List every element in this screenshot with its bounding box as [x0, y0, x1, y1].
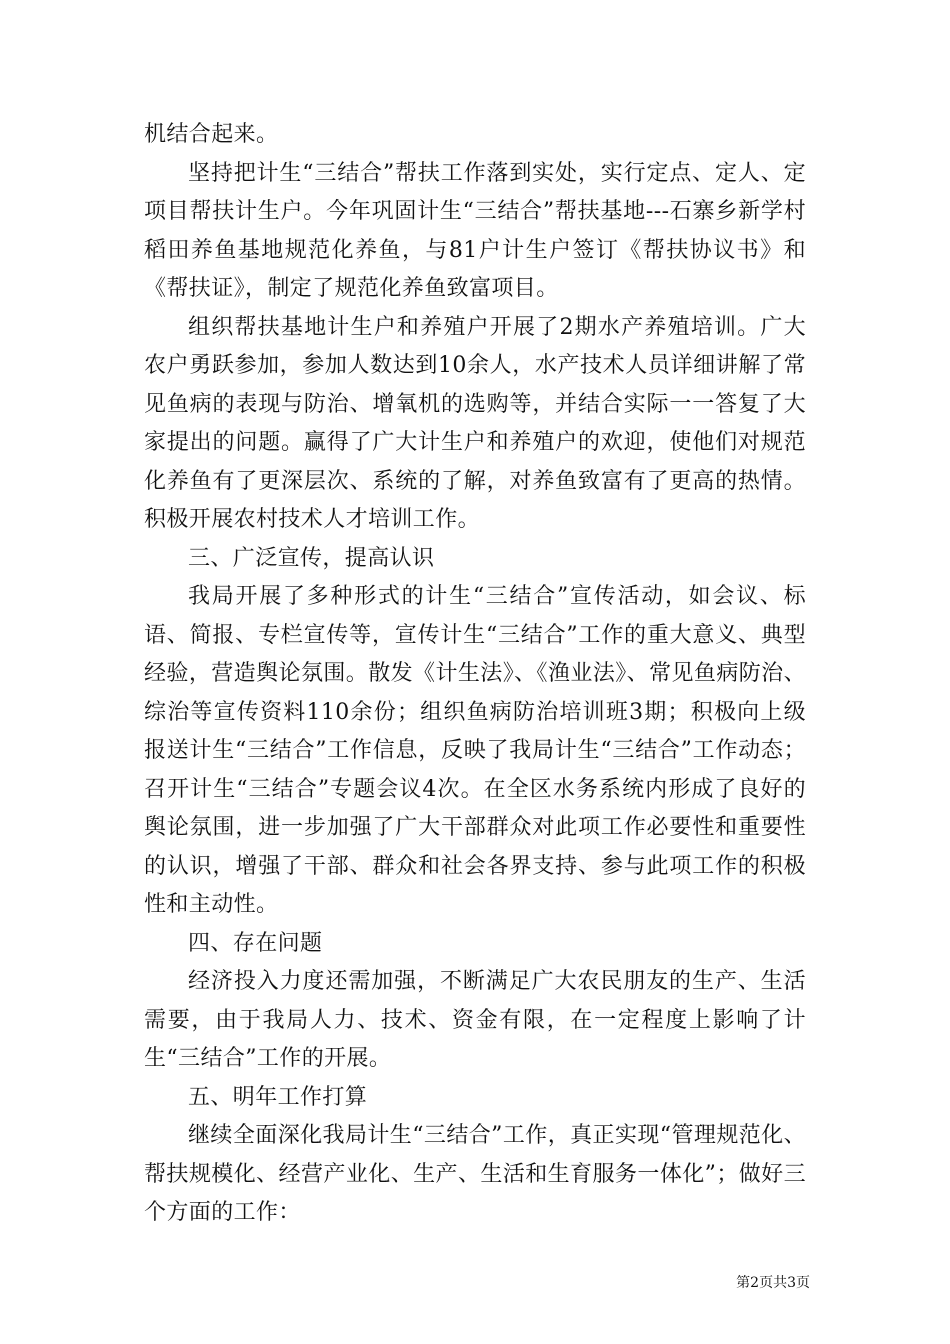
section-heading-publicity: 三、广泛宣传，提高认识	[188, 545, 435, 571]
section-heading-next-year-plan: 五、明年工作打算	[188, 1084, 368, 1110]
paragraph-aquaculture-training: 组织帮扶基地计生户和养殖户开展了2期水产养殖培训。广大农户勇跃参加，参加人数达到10余人，水产技术人员详细讲解了常见鱼病的表现与防治、增氧机的选购等，并结合实际一一答复了大家提出的问题。赢得了广大计生户和养殖户的欢迎，使他们对规范化养鱼有了更深层次、系统的了解，对养鱼致富有了更高的热情。积极开展农村技术人才培训工作。	[144, 314, 806, 532]
paragraph-assistance-base: 坚持把计生“三结合”帮扶工作落到实处，实行定点、定人、定项目帮扶计生户。今年巩固计生“三结合”帮扶基地---石寨乡新学村稻田养鱼基地规范化养鱼，与81户计生户签订《帮扶协议书》和《帮扶证》，制定了规范化养鱼致富项目。	[144, 160, 806, 301]
paragraph-continuation: 机结合起来。	[144, 122, 279, 147]
document-body	[144, 116, 806, 1233]
section-heading-problems: 四、存在问题	[188, 930, 323, 956]
paragraph-problems: 经济投入力度还需加强，不断满足广大农民朋友的生产、生活需要，由于我局人力、技术、资金有限，在一定程度上影响了计生“三结合”工作的开展。	[144, 969, 806, 1071]
paragraph-publicity: 我局开展了多种形式的计生“三结合”宣传活动，如会议、标语、简报、专栏宣传等，宣传计生“三结合”工作的重大意义、典型经验，营造舆论氛围。散发《计生法》、《渔业法》、常见鱼病防治、综治等宣传资料110余份；组织鱼病防治培训班3期；积极向上级报送计生“三结合”工作信息，反映了我局计生“三结合”工作动态；召开计生“三结合”专题会议4次。在全区水务系统内形成了良好的舆论氛围，进一步加强了广大干部群众对此项工作必要性和重要性的认识，增强了干部、群众和社会各界支持、参与此项工作的积极性和主动性。	[144, 584, 806, 917]
page-number-footer: 第2页共3页	[736, 1275, 810, 1291]
paragraph-next-year-plan: 继续全面深化我局计生“三结合”工作，真正实现“管理规范化、帮扶规模化、经营产业化、生产、生活和生育服务一体化”；做好三个方面的工作：	[144, 1123, 806, 1225]
